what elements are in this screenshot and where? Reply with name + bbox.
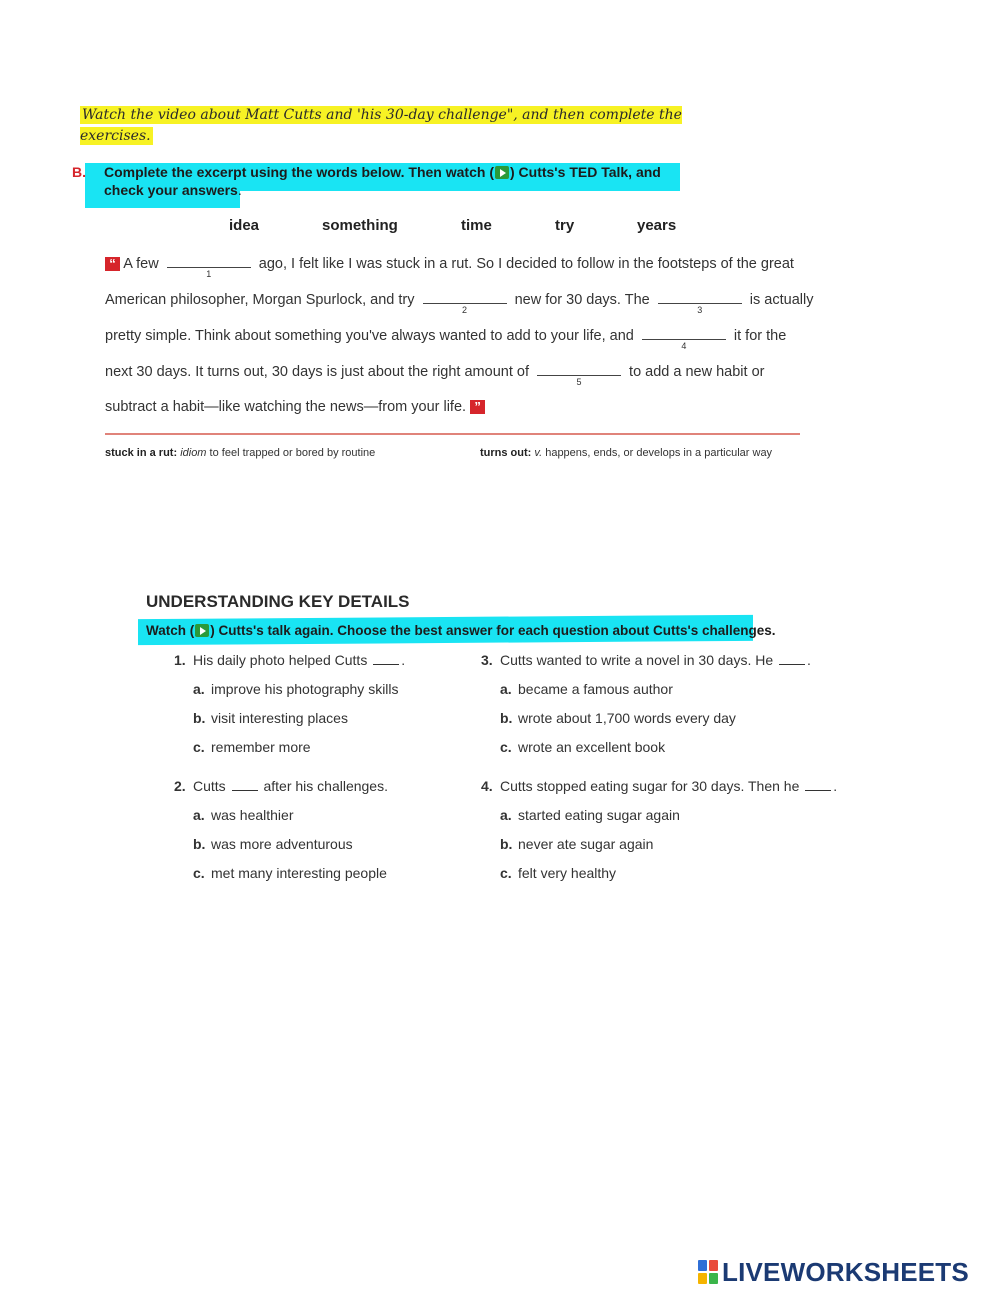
answer-blank[interactable] [232,780,258,791]
option-text: remember more [211,739,311,755]
glossary-definition: happens, ends, or develops in a particular way [545,447,773,459]
answer-blank[interactable] [373,654,399,665]
answer-blank[interactable] [658,291,742,315]
passage-text: is actually [749,292,814,308]
instruction-part: ) Cutts's talk again. Choose the best answer for each question about Cutts's challenges. [210,623,776,638]
passage-line [105,291,814,315]
question-text: Cutts wanted to write a novel in 30 days. He [500,652,774,668]
option-letter: a. [193,807,205,823]
passage-text: to add a new habit or [629,364,765,380]
question [481,652,811,668]
answer-option[interactable] [193,865,387,881]
glossary-definition: to feel trapped or bored by routine [209,447,376,459]
instruction-part: Watch ( [146,623,195,638]
answer-option[interactable] [500,836,653,852]
section-letter: B. [72,164,86,180]
option-letter: a. [500,807,512,823]
answer-option[interactable] [500,681,673,697]
word-bank-item: try [555,217,575,234]
option-text: improve his photography skills [211,681,399,697]
question-number: 2. [174,778,186,794]
instruction-end: . [237,182,242,198]
passage-text: it for the [733,328,787,344]
answer-blank[interactable] [642,327,726,351]
instruction-part: Complete the excerpt using the words below. Then watch ( [104,164,494,180]
answer-option[interactable] [500,739,665,755]
question-number: 3. [481,652,493,668]
video-play-icon [195,624,209,637]
passage-text: pretty simple. Think about something you've always wanted to add to your life, and [105,328,634,344]
passage-text: new for 30 days. The [514,292,650,308]
option-text: wrote about 1,700 words every day [518,710,736,726]
question [481,778,837,794]
option-letter: c. [500,865,512,881]
question-number: 1. [174,652,186,668]
question-number: 4. [481,778,493,794]
passage-line [105,363,805,387]
option-text: started eating sugar again [518,807,680,823]
logo-block [698,1260,707,1271]
glossary-term: stuck in a rut: [105,447,178,459]
question-text: . [807,652,811,668]
answer-blank[interactable] [167,255,251,279]
answer-blank[interactable] [423,291,507,315]
open-quote-icon: “ [105,257,120,271]
word-bank-item: something [322,217,398,234]
option-text: wrote an excellent book [518,739,666,755]
option-letter: a. [193,681,205,697]
word-bank-item: idea [229,217,260,234]
answer-option[interactable] [193,807,294,823]
option-text: became a famous author [518,681,673,697]
section-b-instruction [104,163,694,199]
intro-instruction [80,105,700,147]
logo-block [709,1260,718,1271]
question-text: after his challenges. [263,778,388,794]
glossary-entry [105,447,375,459]
passage-text: A few [123,256,159,272]
question-text: . [833,778,838,794]
answer-blank[interactable] [537,363,621,387]
section-title: UNDERSTANDING KEY DETAILS [146,592,410,611]
option-text: met many interesting people [211,865,387,881]
blank-number: 1 [206,269,212,279]
passage-text: American philosopher, Morgan Spurlock, and try [105,292,415,308]
passage-text: next 30 days. It turns out, 30 days is just about the right amount of [105,364,529,380]
passage-text: ago, I felt like I was stuck in a rut. So I decided to follow in the footsteps of the great [258,256,794,272]
option-text: visit interesting places [211,710,348,726]
option-letter: a. [500,681,512,697]
passage-line [105,399,805,415]
option-text: never ate sugar again [518,836,654,852]
answer-option[interactable] [193,681,399,697]
answer-option[interactable] [500,807,680,823]
answer-blank[interactable] [779,654,805,665]
glossary-term: turns out: [480,447,532,459]
video-play-icon [495,166,509,179]
instruction-part: ) Cutts's TED Talk, and check your answers [104,164,661,198]
blank-number: 2 [462,305,468,315]
blank-number: 3 [697,305,703,315]
option-letter: b. [500,836,513,852]
ukd-instruction [146,623,776,638]
word-bank-item: years [637,217,677,234]
question [174,778,388,794]
passage-line [105,255,805,279]
question-text: Cutts [193,778,226,794]
question-text: Cutts stopped eating sugar for 30 days. Then he [500,778,800,794]
blank-number: 5 [576,377,582,387]
logo-block [698,1273,707,1284]
question-text: His daily photo helped Cutts [193,652,368,668]
option-text: was healthier [211,807,294,823]
option-letter: b. [193,836,206,852]
logo-blocks-icon [698,1260,718,1284]
option-text: was more adventurous [211,836,353,852]
option-text: felt very healthy [518,865,617,881]
logo-block [709,1273,718,1284]
glossary-pos: v. [534,447,543,459]
answer-option[interactable] [500,865,616,881]
answer-option[interactable] [500,710,736,726]
liveworksheets-logo [698,1258,969,1286]
option-letter: c. [193,739,205,755]
divider [105,433,800,435]
question [174,652,405,668]
option-letter: c. [500,739,512,755]
question-text: . [401,652,406,668]
option-letter: b. [193,710,206,726]
option-letter: b. [500,710,513,726]
answer-option[interactable] [193,739,311,755]
intro-text: Watch the video about Matt Cutts and 'his 30-day challenge", and then complete the exercises. [80,107,682,144]
logo-text: LIVEWORKSHEETS [722,1256,969,1287]
answer-option[interactable] [193,836,353,852]
passage-line [105,327,805,351]
glossary-pos: idiom [180,447,207,459]
word-bank-item: time [461,217,492,234]
answer-blank[interactable] [805,780,831,791]
answer-option[interactable] [193,710,348,726]
passage-text: subtract a habit—like watching the news—from your life. [105,399,467,415]
close-quote-icon: ” [470,400,485,414]
option-letter: c. [193,865,205,881]
glossary-entry [480,447,772,459]
blank-number: 4 [681,341,687,351]
